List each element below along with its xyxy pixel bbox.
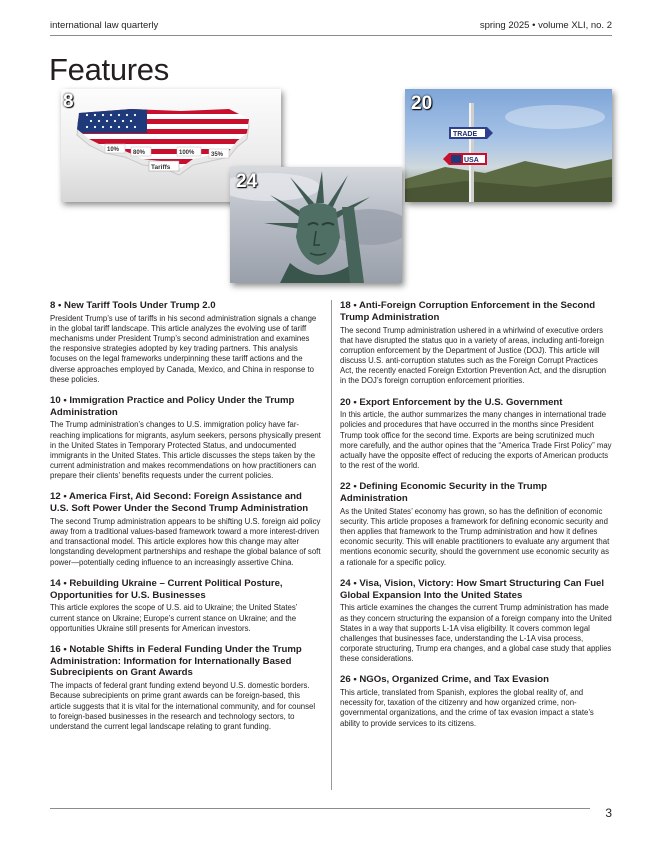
article-title: 26 • NGOs, Organized Crime, and Tax Evasion bbox=[340, 674, 549, 686]
article-summary: The second Trump administration appears to be shifting U.S. foreign aid policy away from a traditional values-based framework toward a more interest-driven and transactional model. This article explores how this change may alter longstanding development partnerships and reshape the global balance of soft power—potentially ceding influence to an increasingly assertive China. bbox=[50, 517, 321, 567]
page-number: 3 bbox=[605, 806, 612, 820]
tariff-label-35: 35% bbox=[211, 152, 224, 158]
article-summary: The impacts of federal grant funding extend beyond U.S. domestic borders. Because subrecipients on prime grant awards can be foreign-based, this article suggests that it is vital for the international community, and for counsel to foreign-based businesses in the research and technology sectors, to understand the current legal landscape relating to grant funding. bbox=[50, 681, 316, 731]
trade-signpost-photo bbox=[405, 89, 612, 202]
article-summary: This article, translated from Spanish, explores the global reality of, and necessity for, taxation of the citizenry and how organized crime, non-governmental organizations, and the crime of tax evasion impact a state’s ability to provide services to its citizens. bbox=[340, 688, 594, 728]
usa-sign: USA bbox=[464, 157, 479, 164]
page-title: Features bbox=[49, 52, 169, 87]
trade-usa-signpost-illustration bbox=[405, 89, 612, 202]
article-summary: President Trump’s use of tariffs in his second administration signals a change in the global tariff landscape. This article analyzes the evolving use of tariff mechanisms under President Trump’s second administration and examines the responsive strategies adopted by key trading partners. This analysis focuses on the legal frameworks underpinning these tariff actions and the diverse approaches employed by Canada, Mexico, and China in response to these policies. bbox=[50, 313, 317, 384]
article-16 bbox=[50, 644, 322, 732]
article-20 bbox=[340, 397, 612, 472]
article-title: 10 • Immigration Practice and Policy Under the Trump Administration bbox=[50, 394, 295, 418]
article-14 bbox=[50, 578, 322, 634]
article-title: 14 • Rebuilding Ukraine – Current Political Posture, Opportunities for U.S. Businesses bbox=[50, 577, 283, 601]
article-title: 8 • New Tariff Tools Under Trump 2.0 bbox=[50, 300, 216, 311]
running-header bbox=[50, 20, 612, 34]
article-summary: As the United States’ economy has grown, so has the definition of economic security. This article proposes a framework for defining economic security and then applies that framework to the Trump administration and how it defines economic security. This will enable practitioners to evaluate any argument that mentions economic security, should the government use economic security as a rationale for a specific policy. bbox=[340, 506, 610, 567]
photo-number-24: 24 bbox=[236, 171, 258, 192]
trade-sign: TRADE bbox=[453, 131, 478, 138]
tariffs-tag: Tariffs bbox=[151, 164, 171, 171]
statue-of-liberty-photo bbox=[230, 167, 402, 283]
article-summary: The second Trump administration ushered in a whirlwind of executive orders that have disrupted the status quo in a variety of areas, including anti-foreign corruption enforcement by the Department of Justice (DOJ). This article will discuss U.S. anti-corruption statutes such as the Foreign Corrupt Practices Act, the recently enacted Foreign Extortion Prevention Act, and the disruption in the DOJ’s foreign corruption enforcement priorities. bbox=[340, 325, 607, 386]
right-column bbox=[340, 300, 612, 739]
article-8 bbox=[50, 300, 322, 385]
article-columns bbox=[50, 300, 612, 790]
tariff-label-80: 80% bbox=[133, 150, 146, 156]
article-summary: The Trump administration’s changes to U.S. immigration policy have far-reaching implications for migrants, asylum seekers, persons physically present in the United States in Temporary Protected Status, and undocumented immigrants in the United States. This article discusses the steps taken by the current administration and makes recommendations on how practitioners can prepare their clients’ benefits requests under the current policies. bbox=[50, 420, 321, 481]
tariff-label-10: 10% bbox=[107, 147, 120, 153]
article-18 bbox=[340, 300, 612, 387]
left-column bbox=[50, 300, 322, 742]
article-title: 18 • Anti-Foreign Corruption Enforcement in the Second Trump Administration bbox=[340, 300, 596, 323]
article-10 bbox=[50, 395, 322, 482]
photo-number-8: 8 bbox=[63, 91, 74, 112]
publication-name: international law quarterly bbox=[50, 20, 159, 31]
article-summary: This article examines the changes the current Trump administration has made as they concern structuring the expansion of a foreign company into the United States in a way that supports L-1A visa eligibility. It covers common legal challenges that businesses face, understanding the L-1A visa process, corporate structuring, Trump era changes, and a global case study that applies these considerations. bbox=[340, 603, 612, 664]
article-title: 16 • Notable Shifts in Federal Funding Under the Trump Administration: Information for Internationally Based Subrecipients on Grant Awards bbox=[50, 643, 302, 679]
article-title: 12 • America First, Aid Second: Foreign Assistance and U.S. Soft Power Under the Second Trump Administration bbox=[50, 491, 309, 515]
footer-rule bbox=[50, 808, 590, 809]
article-title: 22 • Defining Economic Security in the Trump Administration bbox=[340, 481, 547, 505]
tariff-label-100: 100% bbox=[179, 150, 195, 156]
column-divider bbox=[331, 300, 332, 790]
issue-info: spring 2025 • volume XLI, no. 2 bbox=[479, 20, 612, 31]
article-summary: This article explores the scope of U.S. aid to Ukraine; the United States’ current stance on Ukraine; Europe’s current stance on Ukraine; and the opportunities Ukraine still presents for American investors. bbox=[50, 603, 298, 633]
photo-number-20: 20 bbox=[411, 93, 433, 114]
article-24 bbox=[340, 578, 612, 665]
article-summary: In this article, the author summarizes the many changes in international trade policies and procedures that have occurred in the months since President Trump took office for the second time. Exports are being scrutinized much more carefully, and the author opines that the “America Trade First Policy” may actually have the opposite effect of reducing the exports of American products to the rest of the world. bbox=[340, 410, 612, 471]
article-title: 24 • Visa, Vision, Victory: How Smart Structuring Can Fuel Global Expansion Into the United States bbox=[340, 577, 605, 601]
article-26 bbox=[340, 674, 612, 728]
article-12 bbox=[50, 491, 322, 567]
article-title: 20 • Export Enforcement by the U.S. Government bbox=[340, 396, 563, 408]
header-rule bbox=[50, 35, 612, 36]
article-22 bbox=[340, 481, 612, 568]
